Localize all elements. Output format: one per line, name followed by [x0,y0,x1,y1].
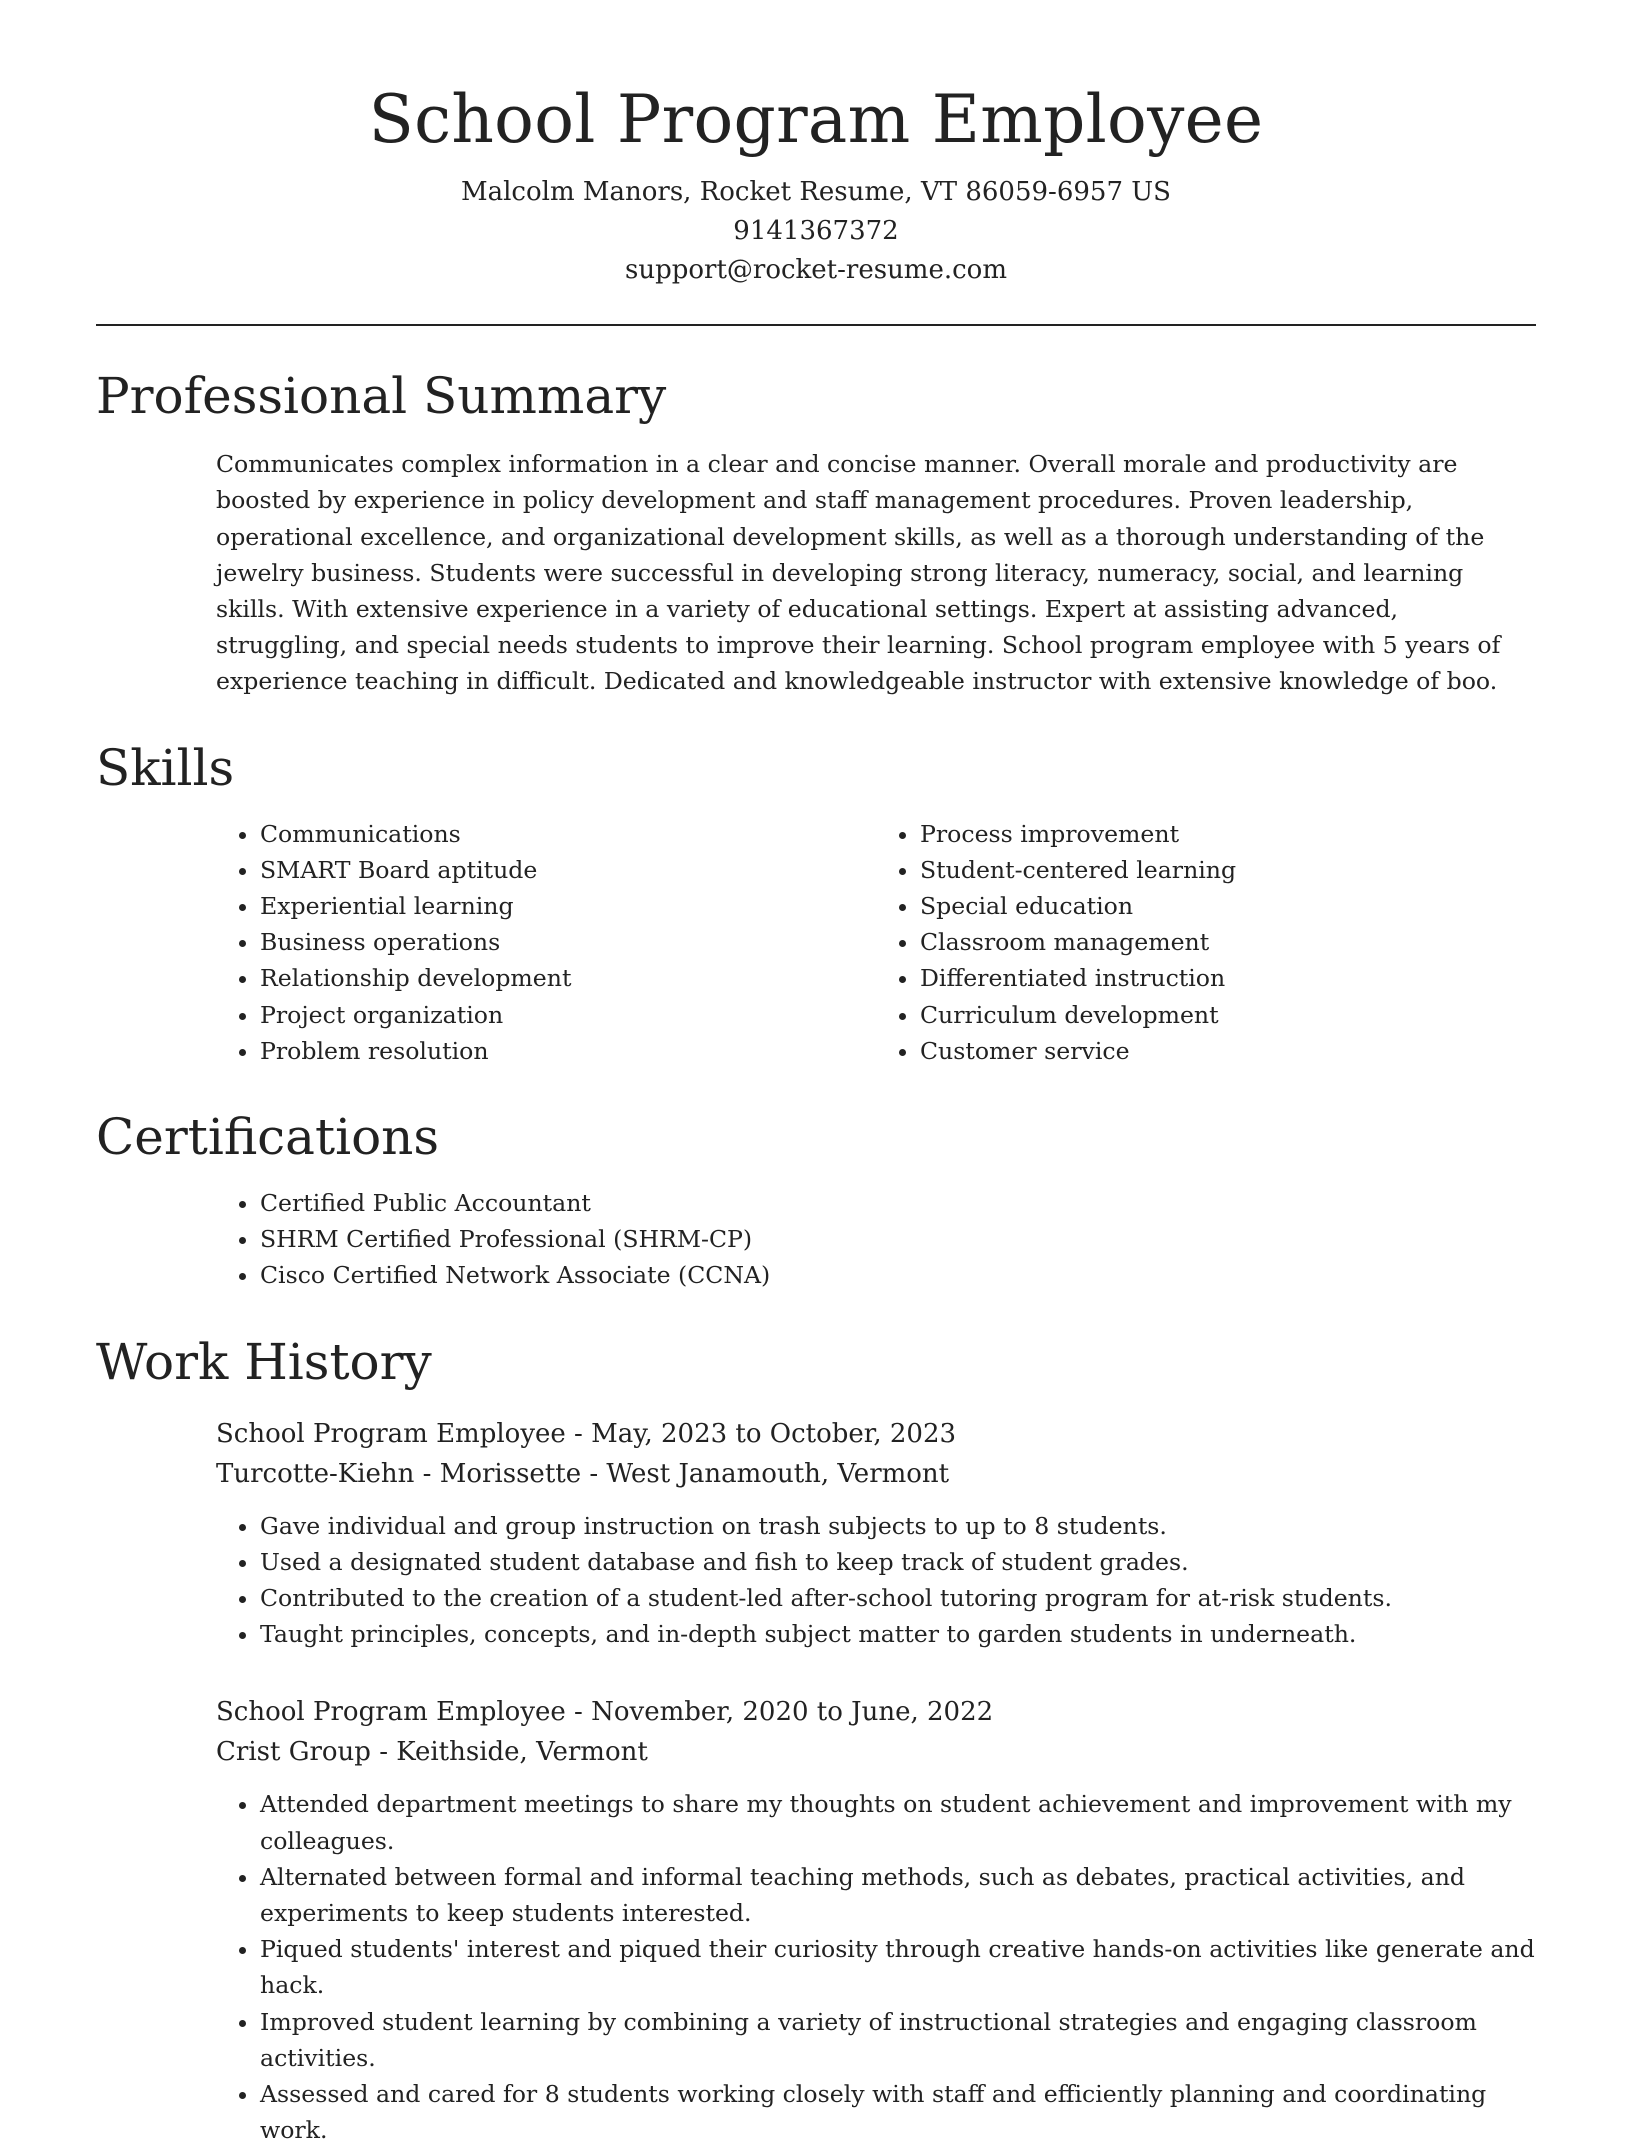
skill-item: • Differentiated instruction [920,960,1536,996]
skill-item: • Student-centered learning [920,852,1536,888]
skill-item: • Communications [260,816,876,852]
skill-item: • Curriculum development [920,997,1536,1033]
job-bullets-container [216,1508,1536,1653]
job-bullet: • Contributed to the creation of a student-led after-school tutoring program for at-risk students. [260,1580,1536,1616]
job-bullets [216,1786,1536,2148]
skills-grid [216,816,1536,1069]
skill-item: • Experiential learning [260,888,876,924]
job-bullets [216,1508,1536,1653]
certifications-list [216,1185,1536,1294]
job-role: School Program Employee [216,1418,566,1449]
job-company-line [216,1454,1536,1494]
skill-item: • Project organization [260,997,876,1033]
job-company: Turcotte-Kiehn - Morissette [216,1458,582,1489]
job-dates: - November, 2020 to June, 2022 [565,1697,994,1728]
job-bullet: • Alternated between formal and informal teaching methods, such as debates, practical activities, and experiments to keep students interested. [260,1859,1536,1931]
job-company: Crist Group [216,1737,371,1768]
summary-section [96,366,1536,699]
skill-item: • Classroom management [920,924,1536,960]
job-bullet: • Taught principles, concepts, and in-depth subject matter to garden students in underneath. [260,1616,1536,1652]
job-entry [216,1692,1536,2148]
contact-email: support@rocket-resume.com [624,255,1007,286]
skill-item: • Relationship development [260,960,876,996]
certifications-heading: Certifications [96,1108,440,1167]
candidate-name: School Program Employee [368,81,1264,158]
summary-heading: Professional Summary [96,367,667,426]
certification-item: • SHRM Certified Professional (SHRM-CP) [260,1221,1536,1257]
job-bullet: • Used a designated student database and fish to keep track of student grades. [260,1544,1536,1580]
summary-text: Communicates complex information in a clear and concise manner. Overall morale and productivity are boosted by experience in policy development and staff management procedures. Proven leadership, operational excellence, and organizational development skills, as well as a thorough understanding of the jewelry business. Students were successful in developing strong literacy, numeracy, social, and learning skills. With extensive experience in a variety of educational settings. Expert at assisting advanced, struggling, and special needs students to improve their learning. School program employee with 5 years of experience teaching in difficult. Dedicated and knowledgeable instructor with extensive knowledge of boo. [216,450,1501,696]
job-role: School Program Employee [216,1697,566,1728]
job-dates: - May, 2023 to October, 2023 [565,1418,957,1449]
skill-item: • Customer service [920,1033,1536,1069]
certification-item: • Certified Public Accountant [260,1185,1536,1221]
contact-address: Malcolm Manors, Rocket Resume, VT 86059-6957 US [460,177,1171,208]
job-company-line [216,1732,1536,1772]
job-location: - Keithside, Vermont [370,1737,648,1768]
skill-item: • Business operations [260,924,876,960]
certifications-section [96,1107,1536,1294]
contact-phone: 9141367372 [733,216,899,247]
contact-info [96,173,1536,290]
job-bullets-container [216,1786,1536,2148]
skill-item: • Process improvement [920,816,1536,852]
job-bullet: • Assessed and cared for 8 students working closely with staff and efficiently planning and coordinating work. [260,2076,1536,2148]
certifications-container [216,1185,1536,1294]
job-bullet: • Attended department meetings to share my thoughts on student achievement and improvement with my colleagues. [260,1786,1536,1858]
skills-section [96,738,1536,1069]
job-bullet: • Improved student learning by combining a variety of instructional strategies and engaging classroom activities. [260,2004,1536,2076]
job-title-line [216,1414,1536,1454]
work-history-section [96,1332,1536,2148]
skills-heading: Skills [96,738,235,797]
resume-header [96,80,1536,290]
skill-item: • Problem resolution [260,1033,876,1069]
job-bullet: • Piqued students' interest and piqued their curiosity through creative hands-on activities like generate and hack. [260,1931,1536,2003]
job-bullet: • Gave individual and group instruction on trash subjects to up to 8 students. [260,1508,1536,1544]
job-entry [216,1414,1536,1653]
skill-item: • Special education [920,888,1536,924]
certification-item: • Cisco Certified Network Associate (CCNA) [260,1257,1536,1293]
job-location: - West Janamouth, Vermont [581,1458,950,1489]
job-title-line [216,1692,1536,1732]
skill-item: • SMART Board aptitude [260,852,876,888]
skills-list-left [216,816,876,1069]
work-history-heading: Work History [96,1332,432,1391]
header-divider [96,324,1536,326]
skills-list-right [876,816,1536,1069]
